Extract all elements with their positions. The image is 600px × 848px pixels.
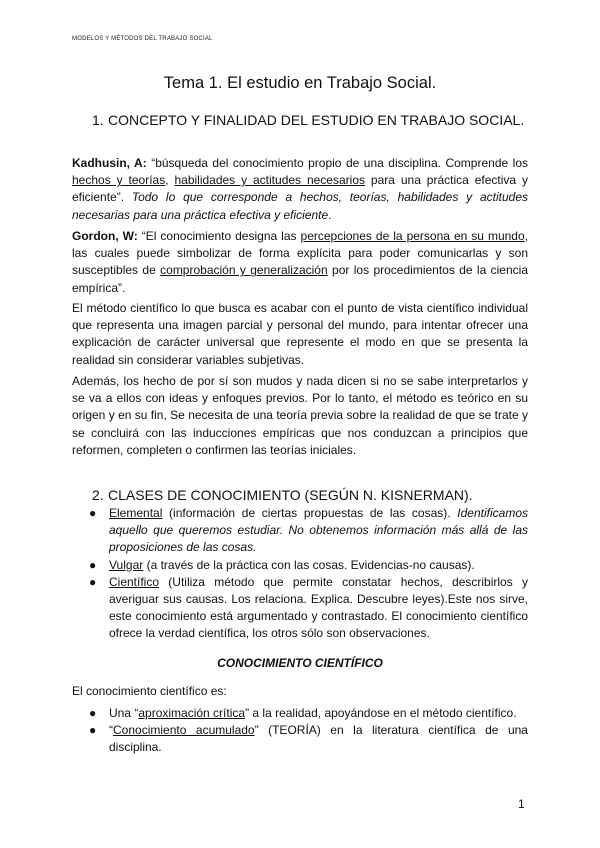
list-item: ● Vulgar (a través de la práctica con las cosas. Evidencias-no causas). (72, 557, 528, 574)
section-number: 1. (92, 112, 104, 128)
bullet-icon: ● (89, 723, 97, 738)
underlined-term: hechos y teorías (72, 173, 166, 188)
underlined-term: habilidades y actitudes necesarios (174, 173, 365, 188)
underlined-term: comprobación y generalización (160, 263, 328, 278)
section-title: CLASES DE CONOCIMIENTO (SEGÚN N. KISNERMAN). (108, 487, 473, 503)
list-term: Científico (109, 574, 160, 589)
section-heading-1 (92, 110, 528, 130)
bullet-icon: ● (89, 574, 97, 589)
bullet-icon: ● (89, 557, 97, 572)
author-name: Gordon, W: (72, 229, 138, 243)
paragraph-kadhusin: Kadhusin, A: “búsqueda del conocimiento propio de una disciplina. Comprende los hechos y teorías, habilidades y actitudes necesarios para una práctica efectiva y eficiente”. Todo lo que corresponde a hechos, teorías, habilidades y actitudes necesarias para una práctica efectiva y eficiente. (72, 156, 528, 222)
cc-list (72, 705, 528, 757)
list-term: Vulgar (109, 557, 144, 572)
list-term: Conocimiento acumulado (113, 723, 255, 738)
author-name: Kadhusin, A: (72, 156, 147, 170)
list-term: Elemental (109, 506, 163, 520)
subheading-conocimiento-cientifico: CONOCIMIENTO CIENTÍFICO (217, 656, 383, 670)
page-title: Tema 1. El estudio en Trabajo Social. (163, 74, 437, 92)
section-heading-2 (92, 485, 528, 505)
paragraph-gordon: Gordon, W: “El conocimiento designa las percepciones de la persona en su mundo, las cuales puede simbolizar de forma explícita para poder comunicarlas y son susceptibles de comprobación y generalización por los procedimientos de la ciencia empírica”. (72, 229, 528, 295)
running-header: MODELOS Y MÉTODOS DEL TRABAJO SOCIAL (72, 36, 213, 42)
paragraph-intro-cc: El conocimiento científico es: (72, 684, 227, 698)
italic-summary: Todo lo que corresponde a hechos, teorías, habilidades y actitudes necesarias para una práctica efectiva y eficiente (72, 190, 528, 222)
underlined-term: percepciones de la persona en su mundo (300, 229, 525, 243)
list-item: ● Científico (Utiliza método que permite constatar hechos, describirlos y averiguar sus causas. Los relaciona. Explica. Descubre leyes).Este nos sirve, este conocimiento está argumentado y contrastado. El conocimiento científico ofrece la verdad científica, los otros sólo son observaciones. (89, 574, 528, 641)
bullet-icon: ● (89, 706, 97, 720)
clases-list (72, 505, 528, 643)
paragraph-ademas: Además, los hecho de por sí son mudos y nada dicen si no se sabe interpretarlos y se va a ellos con ideas y enfoques previos. Por lo tanto, el método es teórico en su origen y en su fin, Se necesita de una teoría previa sobre la realidad de que se trate y se concluirá con las inducciones empíricas que nos conduzcan a principios que reformen, completen o confirmen las teorías iniciales. (72, 374, 528, 457)
list-item: ● Una “aproximación crítica” a la realidad, apoyándose en el método científico. (72, 705, 528, 722)
list-item: ● Elemental (información de ciertas propuestas de las cosas). Identificamos aquello que queremos estudiar. No obtenemos información más allá de las proposiciones de las cosas. (89, 506, 528, 555)
bullet-icon: ● (89, 506, 97, 520)
list-item: ● “Conocimiento acumulado” (TEORÍA) en la literatura científica de una disciplina. (89, 723, 528, 755)
section-title: CONCEPTO Y FINALIDAD DEL ESTUDIO EN TRABAJO SOCIAL. (108, 112, 525, 128)
section-number: 2. (92, 487, 104, 503)
paragraph-metodo: El método científico lo que busca es acabar con el punto de vista científico individual que representa una imagen parcial y personal del mundo, para intentar ofrecer una explicación de carácter universal que represente el modo en que se presenta la realidad sin considerar variables subjetivas. (72, 301, 528, 367)
list-term: aproximación crítica (138, 706, 246, 720)
page-number: 1 (518, 797, 525, 811)
